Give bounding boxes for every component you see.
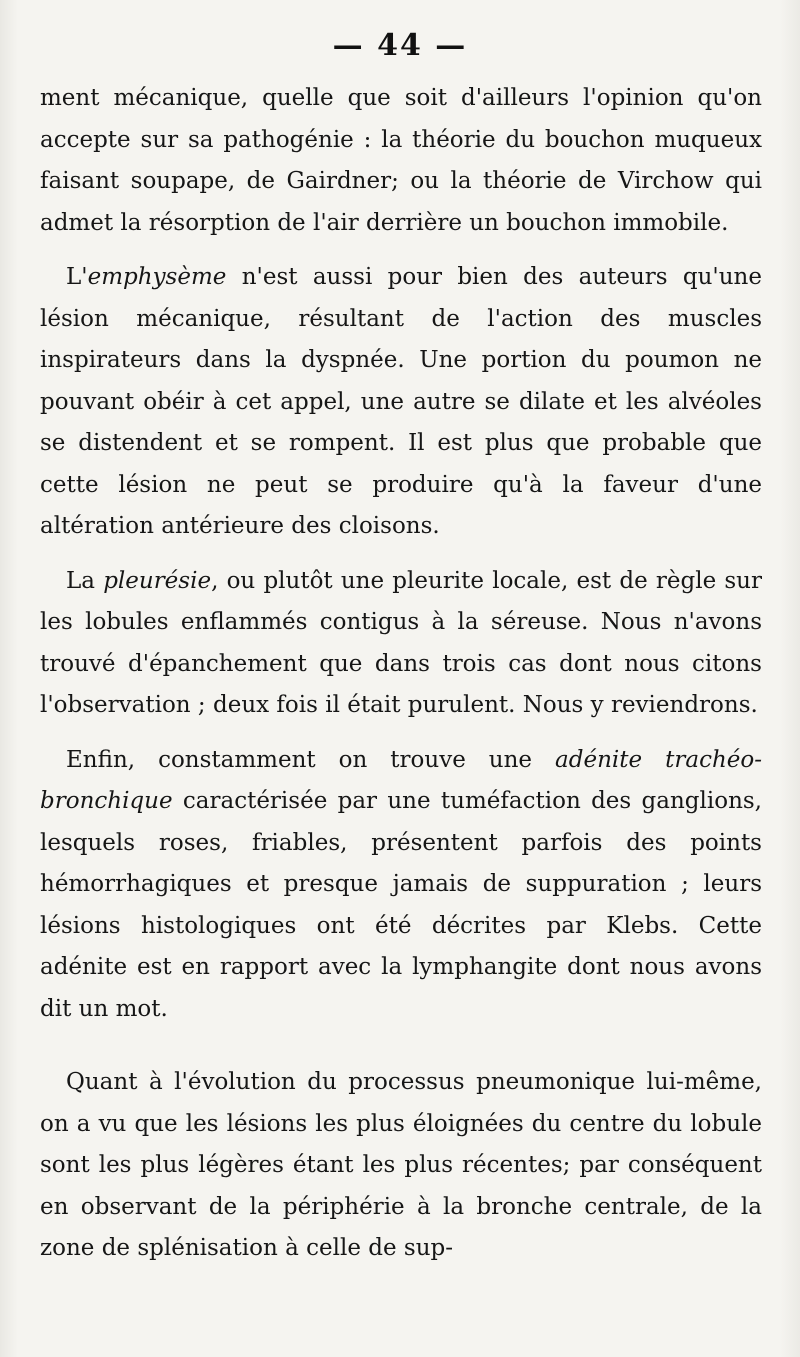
paragraph-emphyseme: [40, 257, 762, 548]
paragraph-emphyseme-term: emphysème: [87, 264, 227, 290]
paragraph-adenite-post: caractérisée par une tuméfaction des ganglions, lesquels roses, friables, présentent parfois des points hémorrhagiques et presque jamais de suppuration ; leurs lésions histologiques ont été décrites par Klebs. Cette adénite est en rapport avec la lymphangite dont nous avons dit un mot.: [40, 788, 762, 1022]
paragraph-pleuresie-pre: La: [66, 567, 104, 594]
paragraph-pleuresie: [40, 561, 762, 727]
paragraph-adenite: [40, 740, 762, 1031]
paragraph-adenite-pre: Enfin, constamment on trouve une: [66, 746, 556, 773]
paragraph-continuation: ment mécanique, quelle que soit d'ailleurs l'opinion qu'on accepte sur sa pathogénie : la théorie du bouchon muqueux faisant soupape, de Gairdner; ou la théorie de Virchow qui admet la résorption de l'air derrière un bouchon immobile.: [40, 85, 762, 236]
paragraph-pleuresie-term: pleurésie: [103, 567, 212, 594]
page-number: — 44 —: [332, 28, 468, 63]
paragraph-emphyseme-post: n'est aussi pour bien des auteurs qu'une lésion mécanique, résultant de l'action des muscles inspirateurs dans la dyspnée. Une portion du poumon ne pouvant obéir à cet appel, une autre se dilate et les alvéoles se distendent et se rompent. Il est plus que probable que cette lésion ne peut se produire qu'à la faveur d'une altération antérieure des cloisons.: [40, 264, 762, 539]
paragraph-evolution: Quant à l'évolution du processus pneumonique lui-même, on a vu que les lésions les plus éloignées du centre du lobule sont les plus légères étant les plus récentes; par conséquent en observant de la périphérie à la bronche centrale, de la zone de splénisation à celle de sup-: [40, 1069, 762, 1261]
paragraph-adenite-term: adénite trachéo-bronchique: [40, 746, 762, 814]
paragraph-pleuresie-post: , ou plutôt une pleurite locale, est de règle sur les lobules enflammés contigus à la séreuse. Nous n'avons trouvé d'épanchement que dans trois cas dont nous citons l'observation ; deux fois il était purulent. Nous y reviendrons.: [40, 567, 762, 718]
page-body: [40, 78, 762, 1270]
paragraph-emphyseme-pre: L': [66, 264, 88, 290]
